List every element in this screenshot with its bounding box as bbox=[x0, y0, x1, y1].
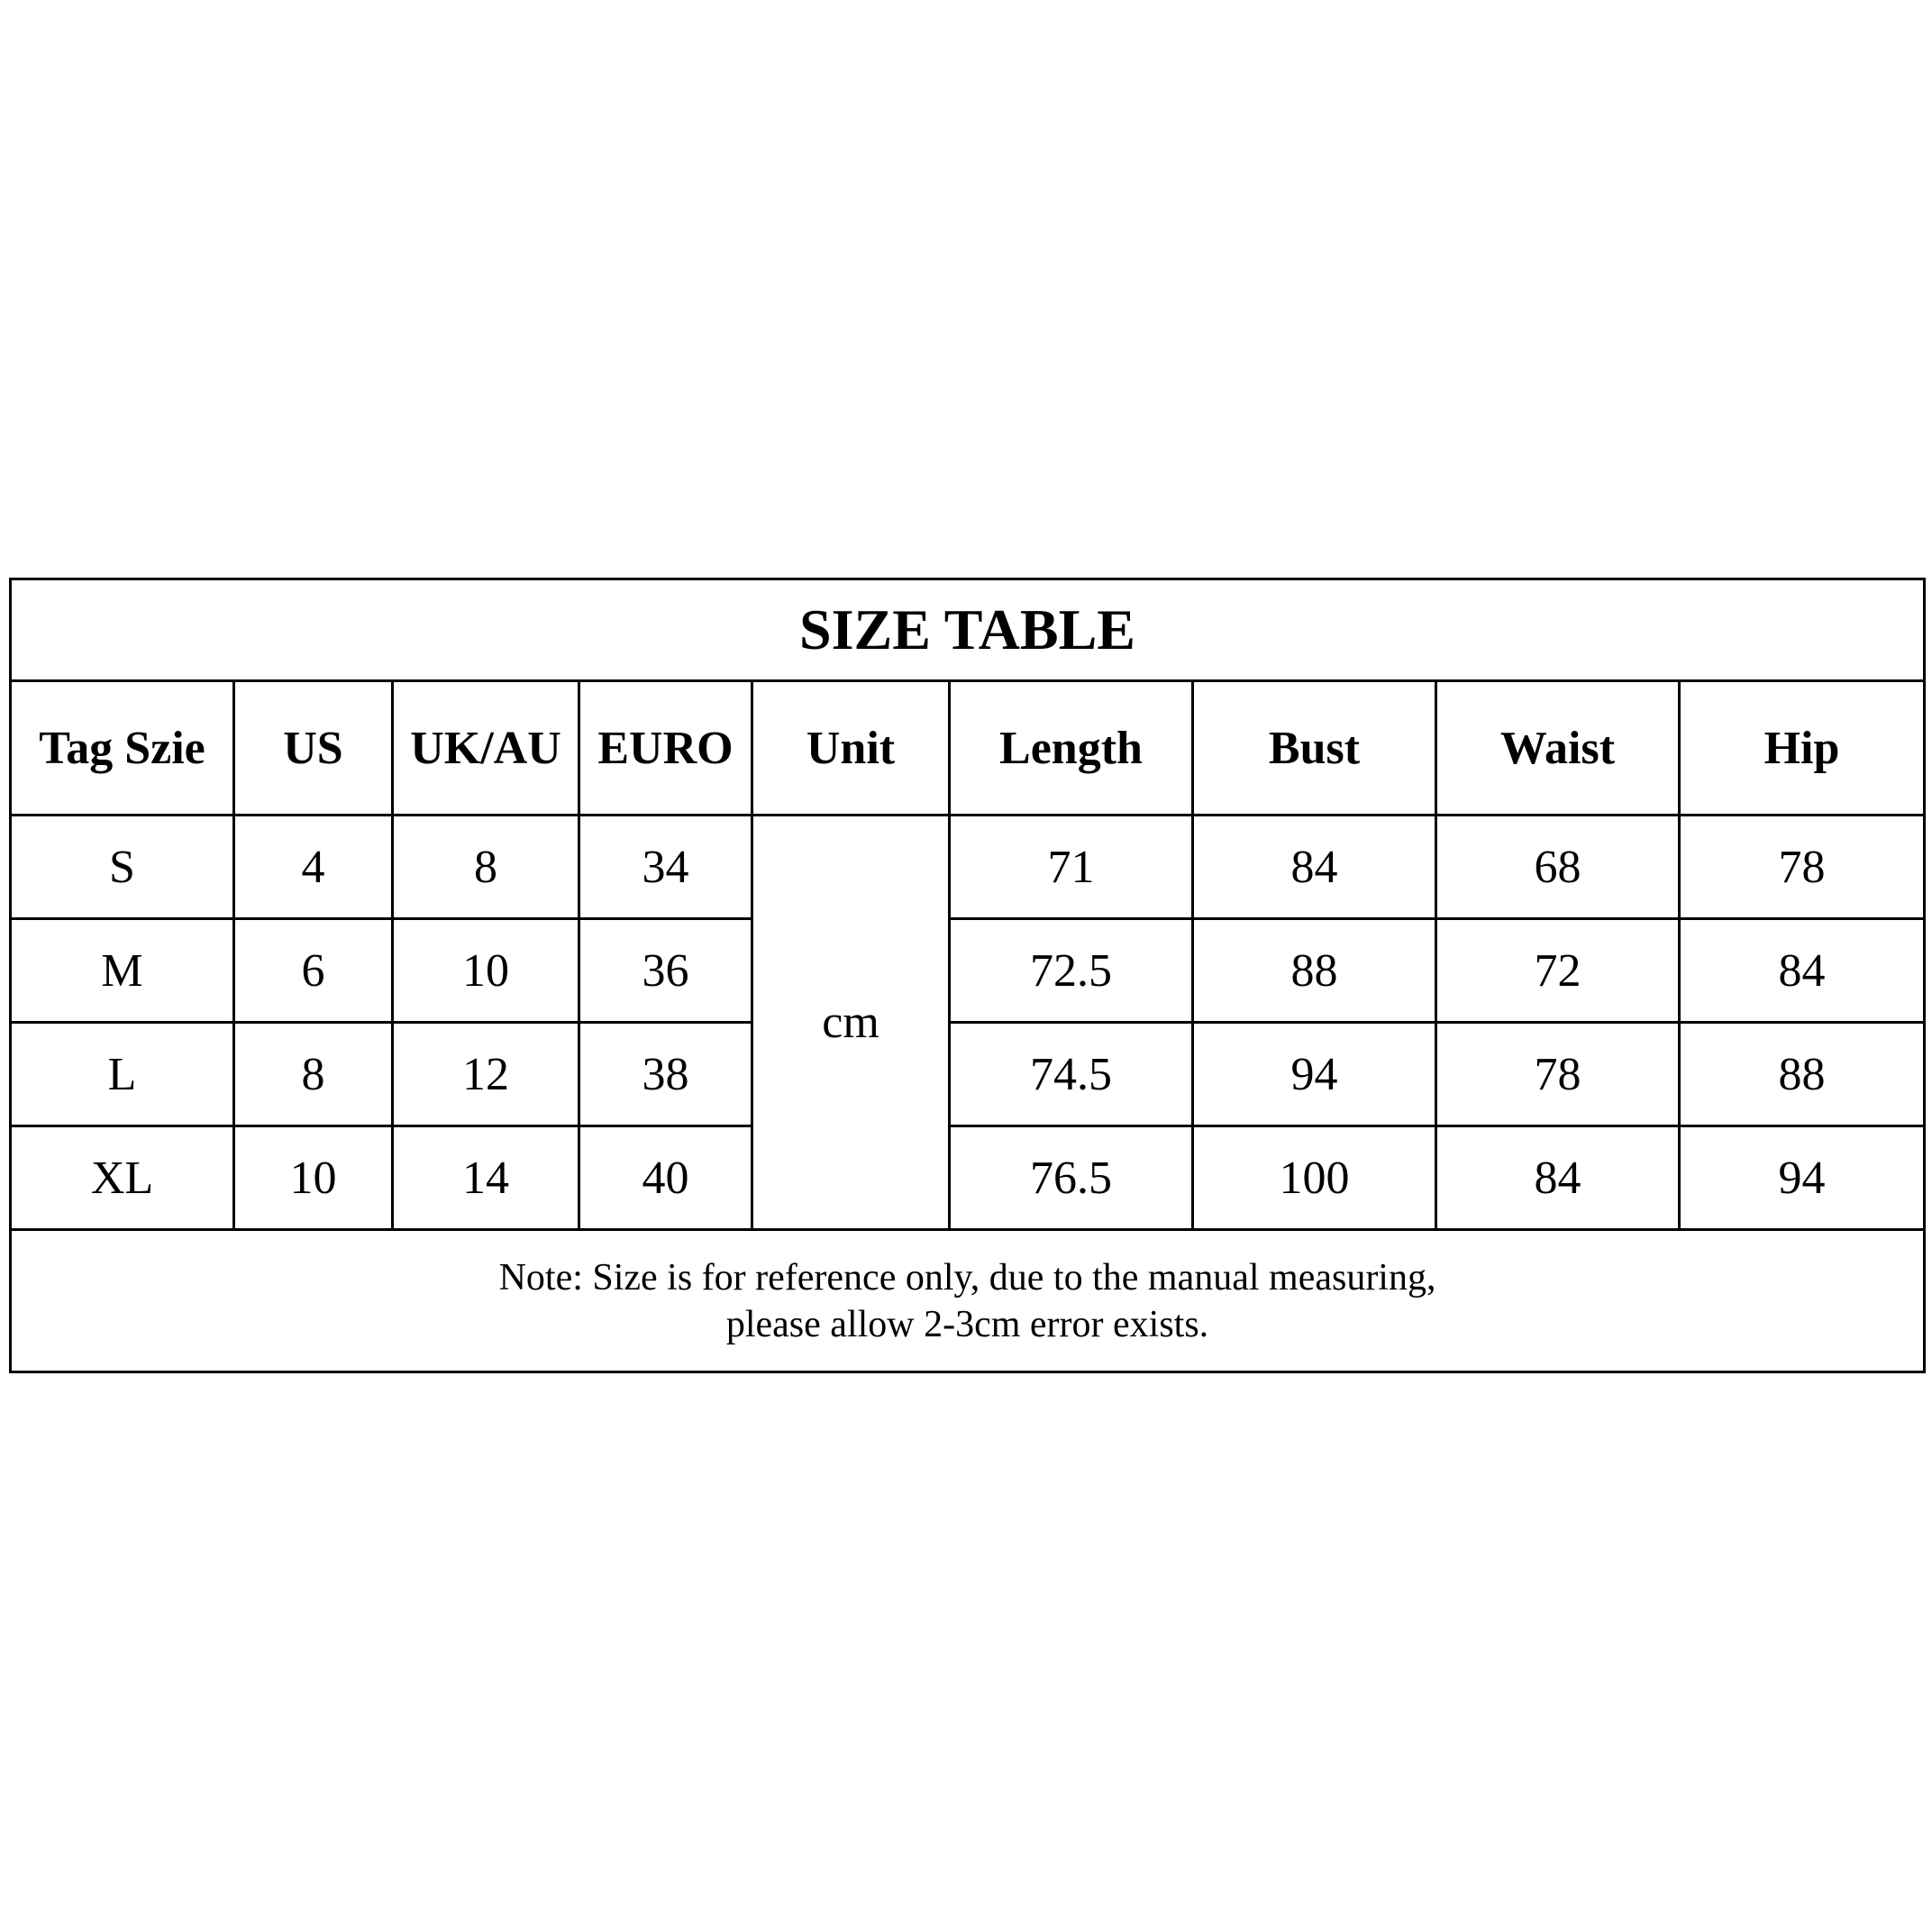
note-line-1: Note: Size is for reference only, due to the manual measuring, bbox=[498, 1256, 1436, 1299]
cell-uk-au: 8 bbox=[393, 816, 579, 919]
note-line-2: please allow 2-3cm error exists. bbox=[725, 1303, 1209, 1345]
cell-hip: 94 bbox=[1680, 1126, 1925, 1230]
note-row bbox=[11, 1230, 1925, 1372]
header-waist: Waist bbox=[1436, 681, 1680, 816]
cell-euro: 34 bbox=[579, 816, 752, 919]
header-unit: Unit bbox=[752, 681, 950, 816]
cell-tag-size: XL bbox=[11, 1126, 234, 1230]
table-row bbox=[11, 1126, 1925, 1230]
cell-waist: 72 bbox=[1436, 919, 1680, 1023]
size-note bbox=[11, 1230, 1925, 1372]
cell-uk-au: 14 bbox=[393, 1126, 579, 1230]
header-hip: Hip bbox=[1680, 681, 1925, 816]
cell-bust: 100 bbox=[1193, 1126, 1436, 1230]
cell-bust: 84 bbox=[1193, 816, 1436, 919]
cell-waist: 78 bbox=[1436, 1023, 1680, 1126]
cell-us: 4 bbox=[234, 816, 393, 919]
table-row bbox=[11, 1023, 1925, 1126]
header-uk-au: UK/AU bbox=[393, 681, 579, 816]
cell-length: 72.5 bbox=[950, 919, 1193, 1023]
cell-tag-size: S bbox=[11, 816, 234, 919]
table-row bbox=[11, 816, 1925, 919]
cell-hip: 78 bbox=[1680, 816, 1925, 919]
cell-euro: 36 bbox=[579, 919, 752, 1023]
cell-waist: 68 bbox=[1436, 816, 1680, 919]
header-bust: Bust bbox=[1193, 681, 1436, 816]
cell-us: 6 bbox=[234, 919, 393, 1023]
cell-euro: 40 bbox=[579, 1126, 752, 1230]
cell-length: 74.5 bbox=[950, 1023, 1193, 1126]
table-title: SIZE TABLE bbox=[11, 579, 1925, 681]
cell-bust: 88 bbox=[1193, 919, 1436, 1023]
cell-bust: 94 bbox=[1193, 1023, 1436, 1126]
header-us: US bbox=[234, 681, 393, 816]
cell-tag-size: M bbox=[11, 919, 234, 1023]
cell-euro: 38 bbox=[579, 1023, 752, 1126]
cell-us: 8 bbox=[234, 1023, 393, 1126]
cell-length: 71 bbox=[950, 816, 1193, 919]
cell-uk-au: 10 bbox=[393, 919, 579, 1023]
cell-unit: cm bbox=[752, 816, 950, 1230]
cell-us: 10 bbox=[234, 1126, 393, 1230]
cell-length: 76.5 bbox=[950, 1126, 1193, 1230]
size-table bbox=[9, 578, 1926, 1373]
cell-uk-au: 12 bbox=[393, 1023, 579, 1126]
cell-waist: 84 bbox=[1436, 1126, 1680, 1230]
header-row bbox=[11, 681, 1925, 816]
title-row bbox=[11, 579, 1925, 681]
cell-tag-size: L bbox=[11, 1023, 234, 1126]
cell-hip: 88 bbox=[1680, 1023, 1925, 1126]
table-row bbox=[11, 919, 1925, 1023]
header-length: Length bbox=[950, 681, 1193, 816]
header-tag-size: Tag Szie bbox=[11, 681, 234, 816]
cell-hip: 84 bbox=[1680, 919, 1925, 1023]
header-euro: EURO bbox=[579, 681, 752, 816]
